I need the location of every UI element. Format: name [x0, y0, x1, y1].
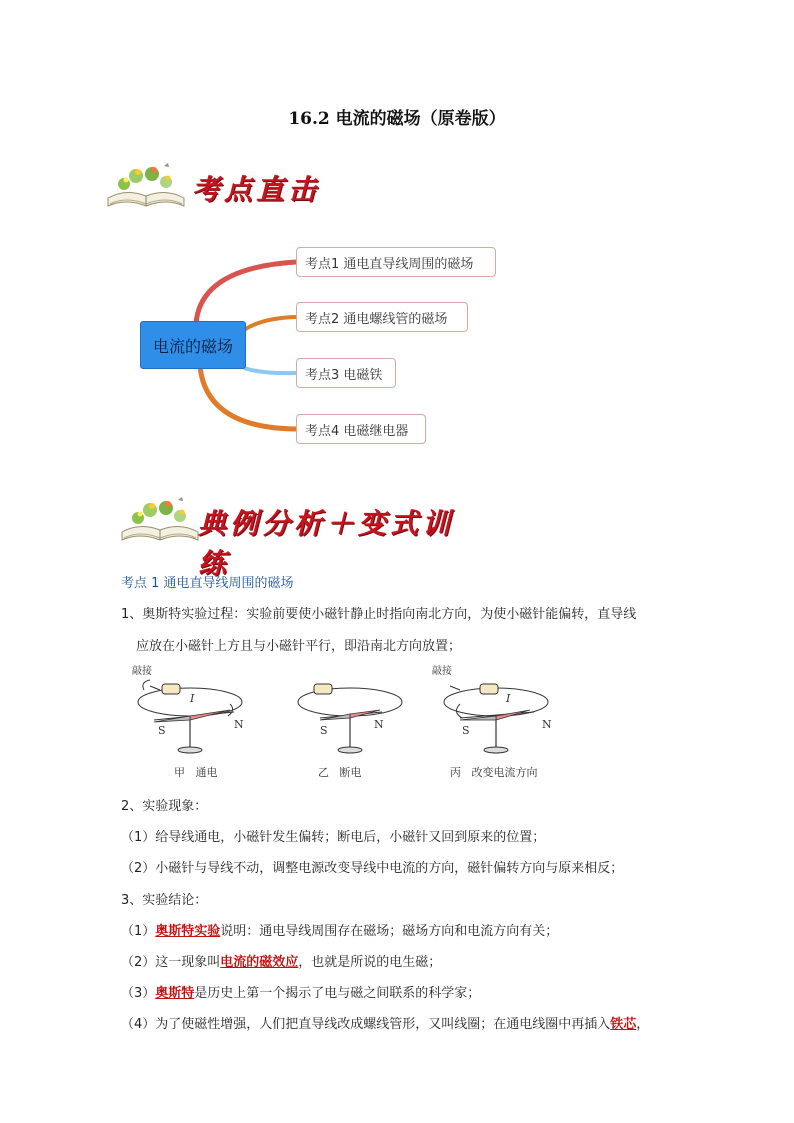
highlight-oersted-experiment: 奥斯特实验	[155, 924, 221, 939]
banner-1-text: 考点直击	[192, 173, 321, 206]
item-4-suffix: ，	[636, 1017, 650, 1032]
branch-4	[200, 366, 296, 429]
mindmap-node-3: 考点3 电磁铁	[296, 358, 396, 388]
paragraph-3: 3、实验结论：	[121, 893, 208, 908]
mindmap-node-2: 考点2 通电螺线管的磁场	[296, 302, 468, 332]
paragraph-1-line-1: 1、奥斯特实验过程：实验前要使小磁针静止时指向南北方向，为使小磁针能偏转，直导线	[121, 607, 637, 622]
highlight-magnetic-effect: 电流的磁效应	[220, 955, 299, 970]
figure-1-s-label: S	[158, 724, 166, 737]
banner-2-text: 典例分析＋变式训练	[198, 507, 455, 580]
figure-3-n-label: N	[542, 718, 552, 731]
figure-3-caption: 丙 改变电流方向	[450, 766, 538, 779]
section-heading: 考点 1 通电直导线周围的磁场	[121, 576, 294, 591]
banner-2	[118, 494, 478, 580]
figure-2-caption: 乙 断电	[318, 766, 362, 779]
item-1-suffix: 说明：通电导线周围存在磁场；磁场方向和电流方向有关；	[220, 924, 559, 939]
figure-2	[290, 660, 410, 780]
paragraph-3-item-4	[121, 1013, 649, 1032]
experiment-figures	[130, 660, 570, 780]
highlight-iron-core: 铁芯	[610, 1017, 637, 1032]
figure-1-caption: 甲 通电	[174, 766, 218, 779]
figure-1	[130, 660, 270, 780]
item-2-suffix: ，也就是所说的电生磁；	[298, 955, 442, 970]
branch-2	[244, 317, 296, 330]
item-2-prefix: （2）这一现象叫	[121, 955, 221, 970]
mindmap-node-4: 考点4 电磁继电器	[296, 414, 426, 444]
figure-3	[430, 660, 570, 780]
figure-3-top-label: 敲接	[432, 666, 452, 677]
item-3-prefix: （3）	[121, 986, 156, 1001]
figure-1-top-label: 敲接	[132, 666, 152, 677]
figure-3-current-label: I	[506, 692, 511, 705]
paragraph-2-item-2: （2）小磁针与导线不动，调整电源改变导线中电流的方向，磁针偏转方向与原来相反；	[121, 861, 624, 876]
figure-1-n-label: N	[234, 718, 244, 731]
mindmap-center: 电流的磁场	[140, 321, 246, 369]
figure-3-s-label: S	[462, 724, 470, 737]
oersted-apparatus-2	[290, 660, 410, 760]
paragraph-3-item-1	[121, 920, 558, 939]
paragraph-2: 2、实验现象：	[121, 799, 208, 814]
item-1-prefix: （1）	[121, 924, 156, 939]
figure-2-s-label: S	[320, 724, 328, 737]
paragraph-3-item-3	[121, 982, 480, 1001]
book-flower-icon	[118, 494, 202, 546]
mindmap-node-1: 考点1 通电直导线周围的磁场	[296, 247, 496, 277]
paragraph-1-line-2: 应放在小磁针上方且与小磁针平行，即沿南北方向放置；	[136, 639, 462, 654]
mindmap	[0, 0, 794, 470]
page-title: 16.2 电流的磁场（原卷版）	[288, 109, 506, 129]
branch-3	[244, 368, 296, 373]
figure-1-current-label: I	[190, 692, 195, 705]
mindmap-branches	[0, 0, 794, 470]
item-3-suffix: 是历史上第一个揭示了电与磁之间联系的科学家；	[194, 986, 481, 1001]
highlight-oersted: 奥斯特	[155, 986, 195, 1001]
paragraph-2-item-1: （1）给导线通电，小磁针发生偏转；断电后，小磁针又回到原来的位置；	[121, 830, 546, 845]
item-4-prefix: （4）为了使磁性增强，人们把直导线改成螺线管形，又叫线圈；在通电线圈中再插入	[121, 1017, 611, 1032]
paragraph-3-item-2	[121, 951, 441, 970]
figure-2-n-label: N	[374, 718, 384, 731]
branch-1	[196, 262, 296, 324]
